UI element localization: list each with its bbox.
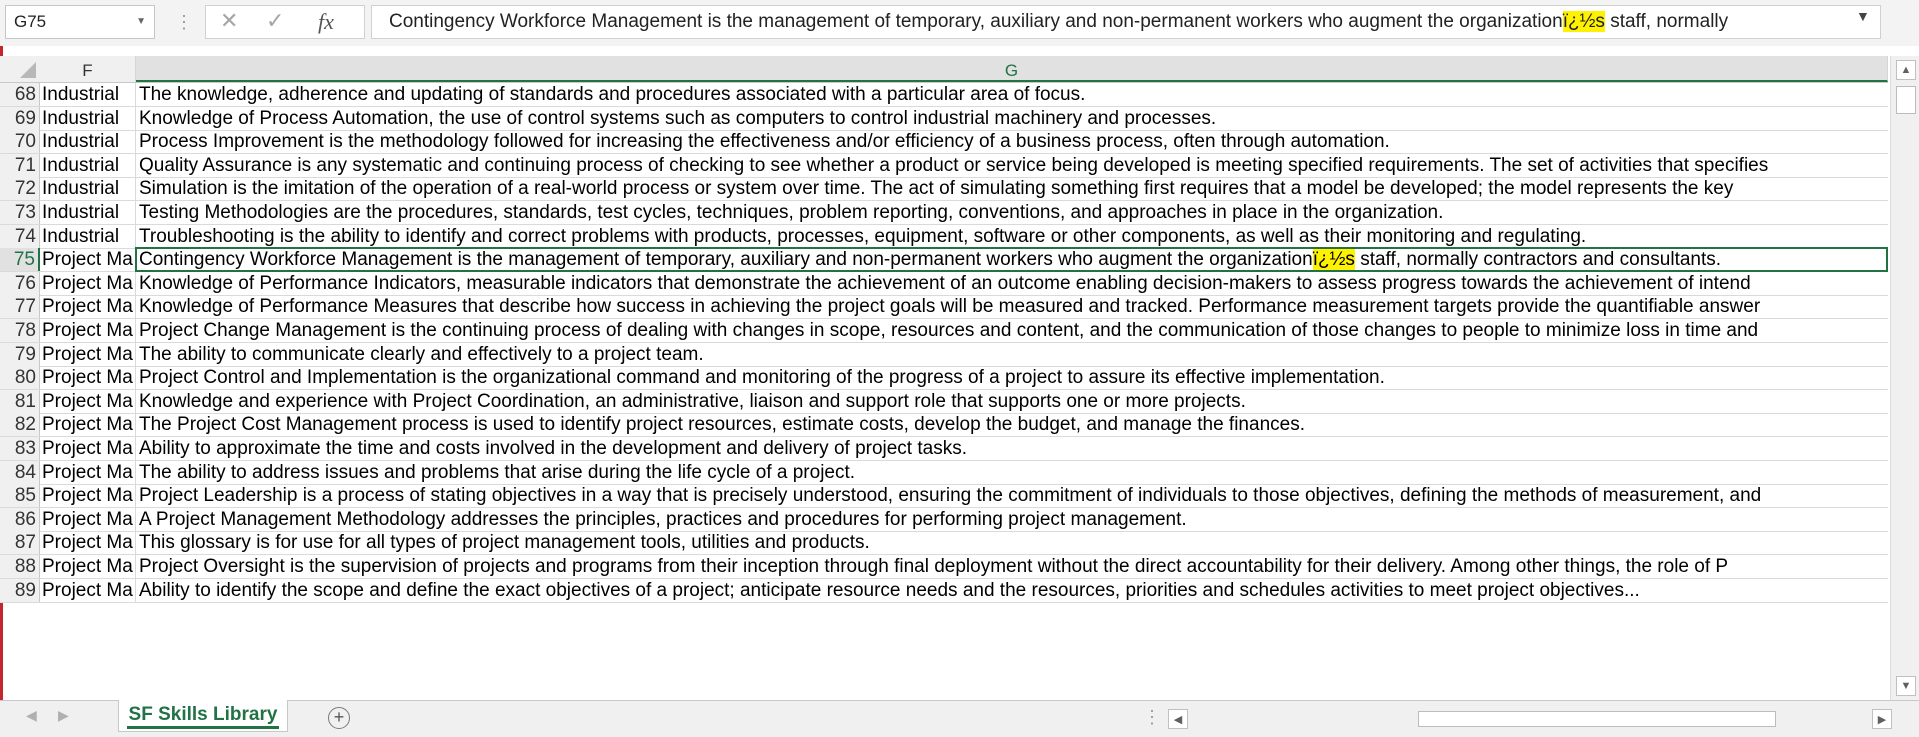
row-header[interactable]: 75 <box>0 248 40 271</box>
table-row <box>0 272 1888 296</box>
column-headers <box>0 56 1888 83</box>
name-box[interactable] <box>5 5 155 39</box>
prev-sheet-icon[interactable]: ◀ <box>26 707 37 723</box>
cell-g[interactable] <box>136 531 1888 554</box>
row-header[interactable]: 83 <box>0 437 40 460</box>
cell-text: The ability to communicate clearly and effectively to a project team. <box>139 343 704 365</box>
cell-g[interactable] <box>136 272 1888 295</box>
cell-g[interactable] <box>136 130 1888 153</box>
table-row <box>0 508 1888 532</box>
cell-text: Project Leadership is a process of stating objectives in a way that is precisely understood, ensuring the commitment of individuals to those objectives, defining the methods of measurement, and <box>139 485 1762 507</box>
row-header[interactable]: 69 <box>0 107 40 130</box>
cell-g[interactable] <box>136 154 1888 177</box>
row-header[interactable]: 68 <box>0 83 40 106</box>
cell-f[interactable]: Project Ma <box>40 437 136 460</box>
cell-text: Testing Methodologies are the procedures, standards, test cycles, techniques, problem reporting, conventions, and approaches in place in the organization. <box>139 202 1444 223</box>
cell-g[interactable] <box>136 225 1888 248</box>
cell-g[interactable] <box>136 83 1888 106</box>
row-header[interactable]: 86 <box>0 508 40 531</box>
cell-text: Knowledge and experience with Project Coordination, an administrative, liaison and support role that supports one or more projects. <box>139 390 1246 412</box>
cell-f[interactable]: Project Ma <box>40 319 136 342</box>
vertical-scroll-thumb[interactable] <box>1896 86 1916 114</box>
formula-input[interactable] <box>371 5 1881 39</box>
cell-text: Troubleshooting is the ability to identify and correct problems with products, processes, equipment, software or other components, as well as their monitoring and regulating. <box>139 225 1587 247</box>
formula-buttons <box>205 5 365 39</box>
cell-g[interactable] <box>136 413 1888 436</box>
cell-f[interactable]: Project Ma <box>40 579 136 602</box>
cell-g[interactable] <box>136 248 1888 271</box>
row-header[interactable]: 89 <box>0 579 40 602</box>
cell-g[interactable] <box>136 177 1888 200</box>
cell-text: A Project Management Methodology addresses the principles, practices and procedures for performing project management. <box>139 508 1187 530</box>
horizontal-scroll-thumb[interactable] <box>1418 711 1776 727</box>
cell-text: This glossary is for use for all types of project management tools, utilities and products. <box>139 532 870 554</box>
vertical-scrollbar[interactable] <box>1890 56 1919 700</box>
cell-f[interactable]: Project Ma <box>40 390 136 413</box>
formula-text: Contingency Workforce Management is the management of temporary, auxiliary and non-permanent workers who augment the organization <box>389 11 1563 32</box>
row-header[interactable]: 78 <box>0 319 40 342</box>
cell-f[interactable]: Project Ma <box>40 343 136 366</box>
cell-g[interactable] <box>136 107 1888 130</box>
table-row <box>0 484 1888 508</box>
cell-text: Project Change Management is the continuing process of dealing with changes in scope, resources and content, and the communication of those changes to people to minimize loss in time and <box>139 320 1759 341</box>
table-row <box>0 437 1888 461</box>
scroll-up-icon[interactable]: ▲ <box>1896 60 1916 80</box>
table-row <box>0 413 1888 437</box>
table-row <box>0 366 1888 390</box>
function-icon[interactable]: fx <box>318 9 334 34</box>
row-header[interactable]: 84 <box>0 461 40 484</box>
table-row <box>0 248 1888 272</box>
cell-text: Ability to approximate the time and costs involved in the development and delivery of project tasks. <box>139 438 967 459</box>
cell-text: Project Control and Implementation is the organizational command and monitoring of the progress of a project to assure its effective implementation. <box>139 367 1385 389</box>
row-header[interactable]: 73 <box>0 201 40 224</box>
cell-f[interactable]: Industrial <box>40 225 136 248</box>
cell-g[interactable] <box>136 508 1888 531</box>
cell-f[interactable]: Industrial <box>40 130 136 153</box>
scroll-down-icon[interactable]: ▼ <box>1896 676 1916 696</box>
table-row <box>0 107 1888 131</box>
cell-g[interactable] <box>136 201 1888 224</box>
row-header[interactable]: 76 <box>0 272 40 295</box>
cell-f[interactable]: Project Ma <box>40 461 136 484</box>
tab-splitter-handle[interactable]: ⋮ <box>1143 707 1161 727</box>
sheet-tab-bar <box>0 700 1919 737</box>
cell-g[interactable] <box>136 295 1888 318</box>
row-header[interactable]: 87 <box>0 531 40 554</box>
cell-text: Simulation is the imitation of the operation of a real-world process or system over time. The act of simulating something first requires that a model be developed; the model represents the key <box>139 178 1734 200</box>
row-header[interactable]: 77 <box>0 295 40 318</box>
scroll-left-icon[interactable]: ◀ <box>1168 709 1188 729</box>
cancel-icon[interactable]: ✕ <box>220 8 239 33</box>
formula-highlight: ï¿½s <box>1562 11 1605 32</box>
row-header[interactable]: 71 <box>0 154 40 177</box>
cell-g[interactable] <box>136 437 1888 460</box>
sheet-grid[interactable] <box>0 83 1888 700</box>
table-row <box>0 343 1888 367</box>
cell-f[interactable]: Project Ma <box>40 413 136 436</box>
cell-g[interactable] <box>136 366 1888 389</box>
table-row <box>0 130 1888 154</box>
row-header[interactable]: 80 <box>0 366 40 389</box>
splitter-handle[interactable]: ⋮ <box>175 12 193 32</box>
table-row <box>0 555 1888 579</box>
table-row <box>0 225 1888 249</box>
column-header-g[interactable]: G <box>136 56 1888 82</box>
row-header[interactable]: 79 <box>0 343 40 366</box>
dropdown-arrow-icon[interactable]: ▼ <box>136 16 146 27</box>
enter-icon[interactable]: ✓ <box>266 8 285 33</box>
row-header[interactable]: 85 <box>0 484 40 507</box>
cell-f[interactable]: Project Ma <box>40 555 136 578</box>
cell-f[interactable]: Industrial <box>40 201 136 224</box>
cell-g[interactable] <box>136 390 1888 413</box>
scroll-right-icon[interactable]: ▶ <box>1872 709 1892 729</box>
row-header[interactable]: 81 <box>0 390 40 413</box>
table-row <box>0 390 1888 414</box>
table-row <box>0 295 1888 319</box>
cell-text: Knowledge of Performance Indicators, measurable indicators that demonstrate the achievement of an outcome enabling decision-makers to assess progress towards the achievement of intend <box>139 272 1751 294</box>
select-all-button[interactable] <box>0 56 40 82</box>
cell-text: The Project Cost Management process is used to identify project resources, estimate costs, develop the budget, and manage the finances. <box>139 414 1305 436</box>
cell-text: Contingency Workforce Management is the management of temporary, auxiliary and non-permanent workers who augment the organization <box>139 249 1313 271</box>
name-box-value: G75 <box>14 12 47 31</box>
cell-f[interactable]: Industrial <box>40 177 136 200</box>
table-row <box>0 83 1888 107</box>
column-header-f[interactable]: F <box>40 56 136 82</box>
cell-text: Knowledge of Performance Measures that describe how success in achieving the project goals will be measured and tracked. Performance measurement targets provide the quantifiable answer <box>139 296 1761 318</box>
next-sheet-icon[interactable]: ▶ <box>58 707 69 723</box>
cell-f[interactable]: Project Ma <box>40 508 136 531</box>
cell-g[interactable] <box>136 555 1888 578</box>
row-header[interactable]: 72 <box>0 177 40 200</box>
cell-g[interactable] <box>136 579 1888 602</box>
cell-f[interactable]: Project Ma <box>40 484 136 507</box>
cell-text: The ability to address issues and problems that arise during the life cycle of a project. <box>139 461 856 483</box>
cell-text-after: staff, normally contractors and consultants. <box>1354 249 1722 271</box>
row-header[interactable]: 70 <box>0 130 40 153</box>
cell-f[interactable]: Project Ma <box>40 366 136 389</box>
table-row <box>0 154 1888 178</box>
cell-text: Project Oversight is the supervision of projects and programs from their inception through final deployment without the direct accountability for their delivery. Among other things, the role of P <box>139 556 1729 577</box>
cell-g[interactable] <box>136 461 1888 484</box>
cell-f[interactable]: Project Ma <box>40 295 136 318</box>
table-row <box>0 319 1888 343</box>
cell-g[interactable] <box>136 319 1888 342</box>
cell-highlight: ï¿½s <box>1312 249 1355 271</box>
table-row <box>0 461 1888 485</box>
table-row <box>0 177 1888 201</box>
formula-text-after: staff, normally <box>1604 11 1729 32</box>
cell-text: Ability to identify the scope and define the exact objectives of a project; anticipate resource needs and the resources, priorities and schedules activities to meet project objectives... <box>139 579 1640 601</box>
cell-text: The knowledge, adherence and updating of standards and procedures associated with a particular area of focus. <box>139 84 1086 105</box>
table-row <box>0 531 1888 555</box>
cell-text: Quality Assurance is any systematic and continuing process of checking to see whether a product or service being developed is meeting specified requirements. The set of activities that specifies <box>139 154 1769 176</box>
row-header[interactable]: 82 <box>0 413 40 436</box>
cell-text: Process Improvement is the methodology followed for increasing the effectiveness and/or efficiency of a business process, often through automation. <box>139 131 1390 153</box>
cell-f[interactable]: Project Ma <box>40 272 136 295</box>
sheet-tab-sf-skills-library[interactable]: SF Skills Library <box>118 700 288 732</box>
cell-f[interactable]: Industrial <box>40 83 136 106</box>
cell-text: Knowledge of Process Automation, the use of control systems such as computers to control industrial machinery and processes. <box>139 107 1217 129</box>
cell-f[interactable]: Project Ma <box>40 531 136 554</box>
cell-g[interactable] <box>136 484 1888 507</box>
formula-bar <box>0 0 1919 46</box>
horizontal-scrollbar[interactable] <box>1168 709 1892 729</box>
cell-f[interactable]: Project Ma <box>40 248 136 271</box>
expand-formula-icon[interactable]: ▼ <box>1856 8 1870 24</box>
table-row <box>0 201 1888 225</box>
cell-g[interactable] <box>136 343 1888 366</box>
table-row <box>0 579 1888 603</box>
add-sheet-icon[interactable]: + <box>328 707 350 729</box>
row-header[interactable]: 74 <box>0 225 40 248</box>
cell-f[interactable]: Industrial <box>40 154 136 177</box>
row-header[interactable]: 88 <box>0 555 40 578</box>
cell-f[interactable]: Industrial <box>40 107 136 130</box>
